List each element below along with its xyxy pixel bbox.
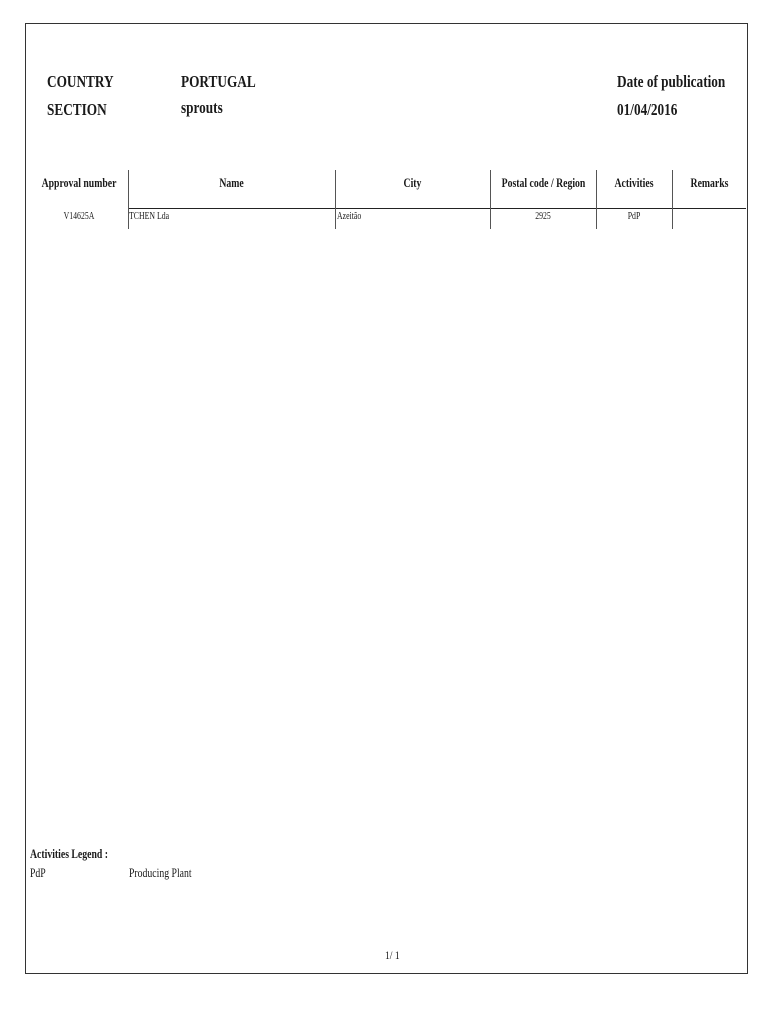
- date-of-publication-label: Date of publication: [617, 72, 726, 91]
- cell-name: TCHEN Lda: [129, 211, 170, 222]
- document-page-border: [25, 23, 748, 974]
- country-value: PORTUGAL: [181, 72, 256, 91]
- column-header-postal-code-region: Postal code / Region: [501, 176, 586, 190]
- cell-postal-code: 2925: [535, 211, 551, 222]
- column-header-city: City: [403, 176, 422, 190]
- table-header-rule: [128, 208, 746, 209]
- legend-code: PdP: [30, 866, 46, 880]
- column-header-approval-number: Approval number: [41, 176, 117, 190]
- activities-legend-title: Activities Legend :: [30, 847, 108, 861]
- cell-city: Azeitão: [337, 211, 362, 222]
- country-label: COUNTRY: [47, 72, 114, 91]
- section-value: sprouts: [181, 98, 223, 117]
- column-header-remarks: Remarks: [690, 176, 729, 190]
- cell-approval-number: V14625A: [63, 211, 95, 222]
- column-header-name: Name: [219, 176, 244, 190]
- legend-description: Producing Plant: [129, 866, 192, 880]
- column-divider: [490, 170, 491, 229]
- section-label: SECTION: [47, 100, 107, 119]
- column-divider: [672, 170, 673, 229]
- column-divider: [596, 170, 597, 229]
- page-indicator: 1/ 1: [385, 948, 400, 962]
- column-divider: [335, 170, 336, 229]
- column-header-activities: Activities: [614, 176, 654, 190]
- cell-activities: PdP: [627, 211, 641, 222]
- date-of-publication-value: 01/04/2016: [617, 100, 678, 119]
